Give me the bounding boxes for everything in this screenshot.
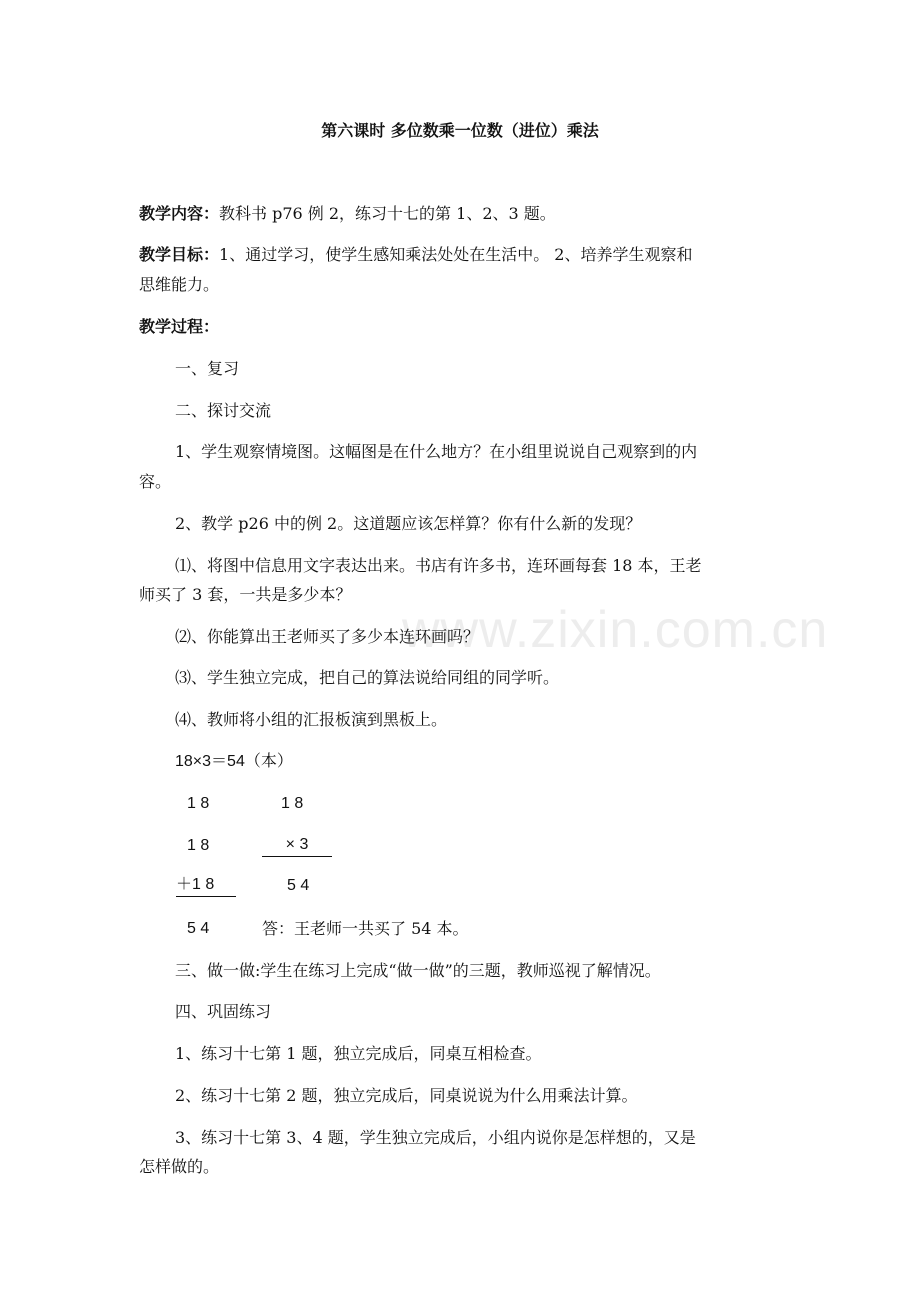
goal-text-2: 思维能力。 bbox=[139, 275, 220, 294]
goal-line bbox=[139, 243, 692, 267]
watermark: www.zixin.com.cn bbox=[402, 601, 829, 659]
goal-text-1: 1、通过学习，使学生感知乘法处处在生活中。 2、培养学生观察和 bbox=[219, 245, 693, 264]
question-2: ⑵、你能算出王老师买了多少本连环画吗？ bbox=[175, 627, 480, 646]
calc-answer: 答：王老师一共买了 54 本。 bbox=[262, 919, 469, 938]
calc-left-4: 5 4 bbox=[187, 920, 210, 937]
content-line bbox=[139, 202, 556, 226]
question-3: ⑶、学生独立完成，把自己的算法说给同组的同学听。 bbox=[175, 668, 560, 687]
section-practice: 三、做一做:学生在练习上完成“做一做”的三题，教师巡视了解情况。 bbox=[175, 961, 661, 980]
content-text: 教科书 p76 例 2，练习十七的第 1、2、3 题。 bbox=[219, 204, 556, 223]
calc-right-2: × 3 bbox=[262, 834, 332, 857]
paragraph-1a: 1、学生观察情境图。这幅图是在什么地方？在小组里说说自己观察到的内 bbox=[175, 442, 698, 461]
exercise-3b: 怎样做的。 bbox=[139, 1157, 220, 1176]
section-consolidate: 四、巩固练习 bbox=[175, 1002, 272, 1021]
question-1b: 师买了 3 套，一共是多少本？ bbox=[139, 585, 352, 604]
question-1a: ⑴、将图中信息用文字表达出来。书店有许多书，连环画每套 18 本，王老 bbox=[175, 556, 702, 575]
exercise-1: 1、练习十七第 1 题，独立完成后，同桌互相检查。 bbox=[175, 1044, 542, 1063]
equation: 18×3＝54（本） bbox=[175, 753, 293, 770]
section-discuss: 二、探讨交流 bbox=[175, 401, 272, 420]
content-label: 教学内容： bbox=[139, 204, 220, 223]
calc-right-1: 1 8 bbox=[281, 795, 304, 812]
paragraph-2: 2、教学 p26 中的例 2。这道题应该怎样算？你有什么新的发现？ bbox=[175, 514, 642, 533]
page-title: 第六课时 多位数乘一位数（进位）乘法 bbox=[321, 121, 599, 140]
exercise-2: 2、练习十七第 2 题，独立完成后，同桌说说为什么用乘法计算。 bbox=[175, 1086, 638, 1105]
question-4: ⑷、教师将小组的汇报板演到黑板上。 bbox=[175, 710, 448, 729]
process-label: 教学过程： bbox=[139, 317, 220, 336]
paragraph-1b: 容。 bbox=[139, 472, 172, 491]
calc-left-3: ＋1 8 bbox=[176, 874, 236, 897]
exercise-3a: 3、练习十七第 3、4 题，学生独立完成后，小组内说你是怎样想的，又是 bbox=[175, 1128, 696, 1147]
calc-left-1: 1 8 bbox=[187, 795, 210, 812]
calc-right-3: 5 4 bbox=[287, 877, 310, 894]
goal-label: 教学目标： bbox=[139, 245, 220, 264]
calc-left-2: 1 8 bbox=[187, 837, 210, 854]
section-review: 一、复习 bbox=[175, 359, 240, 378]
